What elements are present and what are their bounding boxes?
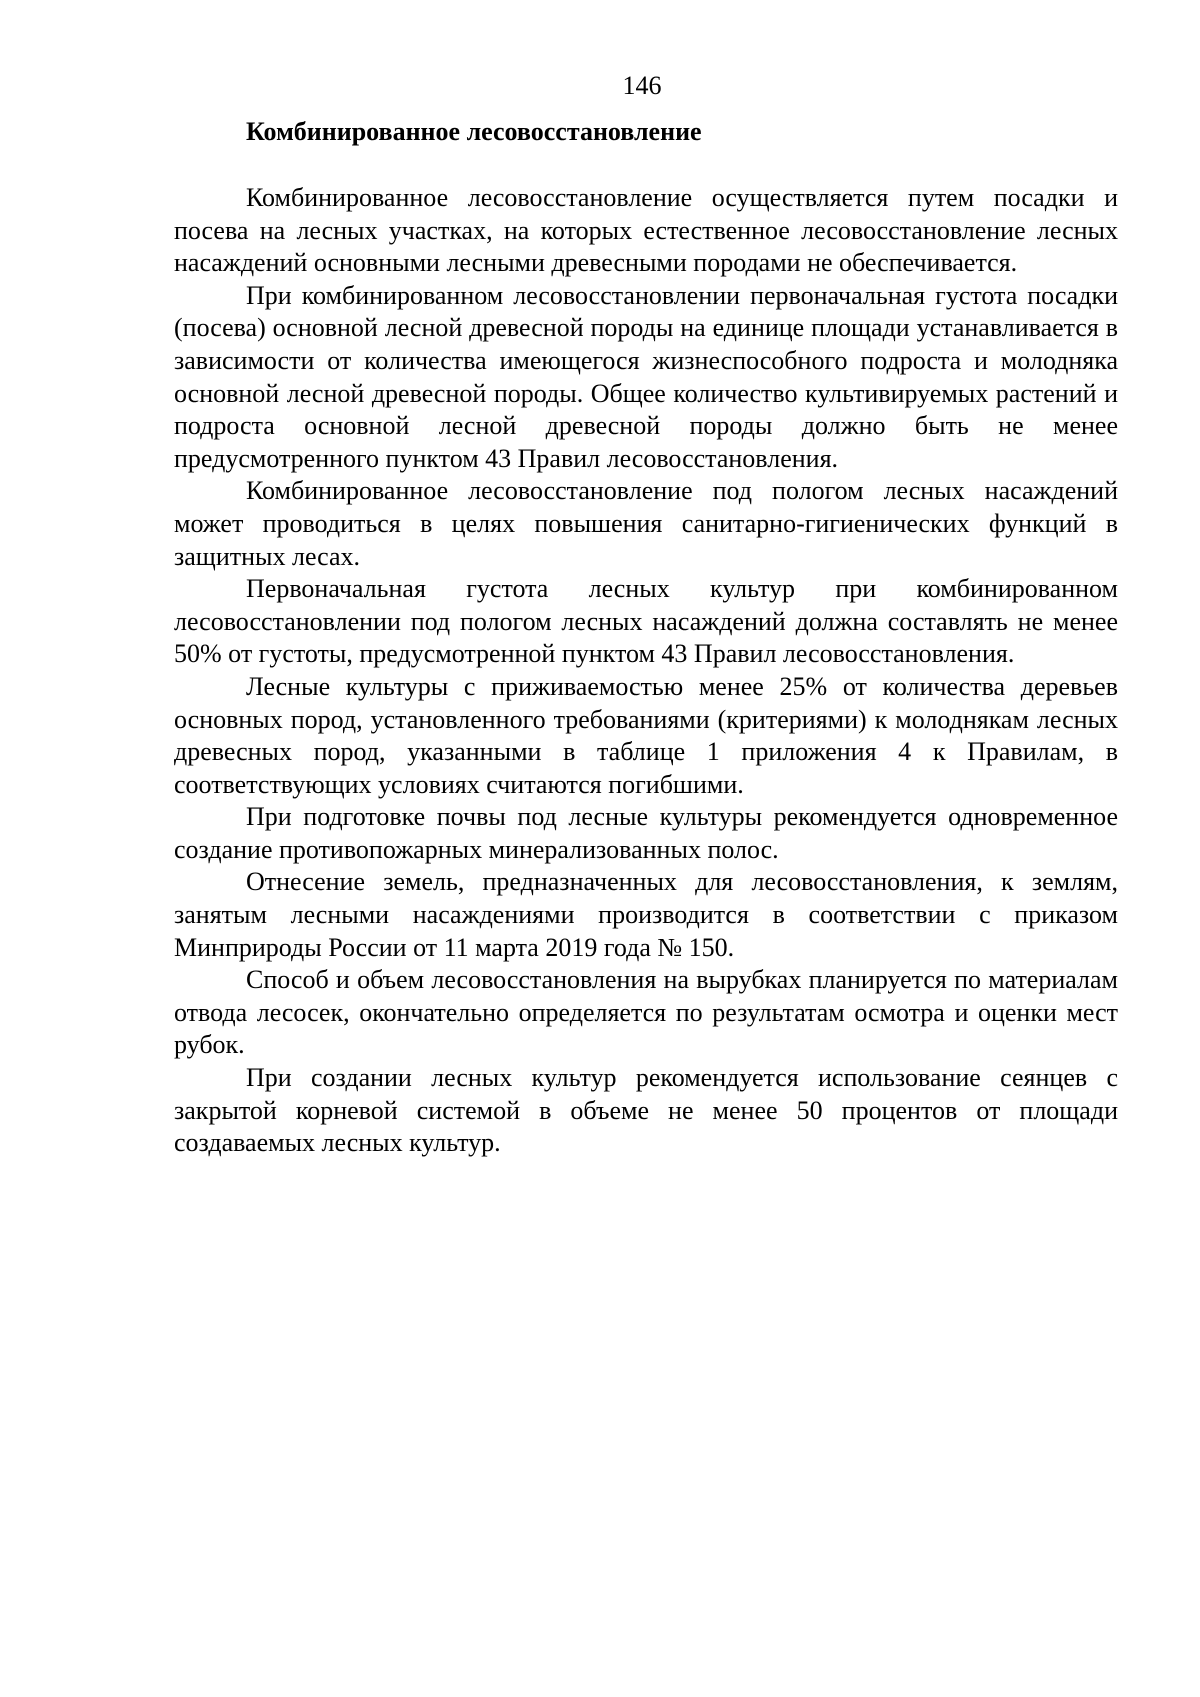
paragraph: Комбинированное лесовосстановление осуществляется путем посадки и посева на лесных участках, на которых естественное лесовосстановление лесных насаждений основными лесными древесными породами не обеспечивается. xyxy=(174,183,1118,278)
paragraph: При комбинированном лесовосстановлении первоначальная густота посадки (посева) основной лесной древесной породы на единице площади устанавливается в зависимости от количества имеющегося жизнеспособного подроста и молодняка основной лесной древесной породы. Общее количество культивируемых растений и подроста основной лесной древесной породы должно быть не менее предусмотренного пунктом 43 Правил лесовосстановления. xyxy=(174,280,1118,473)
paragraph: Отнесение земель, предназначенных для лесовосстановления, к землям, занятым лесными насаждениями производится в соответствии с приказом Минприроды России от 11 марта 2019 года № 150. xyxy=(174,867,1118,962)
paragraph: Комбинированное лесовосстановление под пологом лесных насаждений может проводиться в целях повышения санитарно-гигиенических функций в защитных лесах. xyxy=(174,476,1118,571)
section-heading: Комбинированное лесовосстановление xyxy=(246,117,702,146)
paragraph: При подготовке почвы под лесные культуры рекомендуется одновременное создание противопожарных минерализованных полос. xyxy=(174,802,1118,864)
body-text xyxy=(174,182,1118,1160)
paragraph: Лесные культуры с приживаемостью менее 25% от количества деревьев основных пород, установленного требованиями (критериями) к молоднякам лесных древесных пород, указанными в таблице 1 приложения 4 к Правилам, в соответствующих условиях считаются погибшими. xyxy=(174,671,1118,799)
paragraph: Первоначальная густота лесных культур при комбинированном лесовосстановлении под пологом лесных насаждений должна составлять не менее 50% от густоты, предусмотренной пунктом 43 Правил лесовосстановления. xyxy=(174,574,1118,669)
paragraph: Способ и объем лесовосстановления на вырубках планируется по материалам отвода лесосек, окончательно определяется по результатам осмотра и оценки мест рубок. xyxy=(174,965,1118,1060)
page-number: 146 xyxy=(622,71,662,100)
paragraph: При создании лесных культур рекомендуется использование сеянцев с закрытой корневой системой в объеме не менее 50 процентов от площади создаваемых лесных культур. xyxy=(174,1063,1118,1158)
